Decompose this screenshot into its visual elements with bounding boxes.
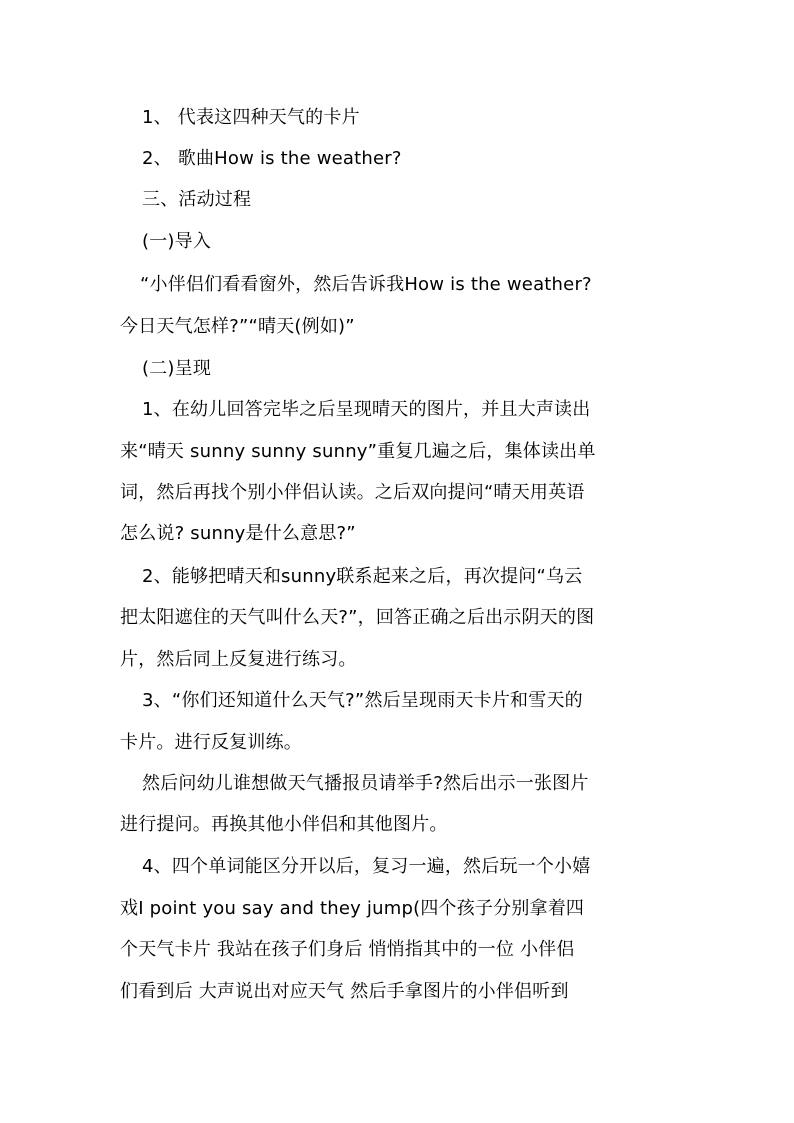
paragraph-line: 个天气卡片 我站在孩子们身后 悄悄指其中的一位 小伴侣 [120, 939, 575, 960]
paragraph-line: 3、“你们还知道什么天气?”然后呈现雨天卡片和雪天的 [142, 690, 583, 711]
paragraph-line: 1、在幼儿回答完毕之后呈现晴天的图片，并且大声读出 [142, 399, 591, 420]
paragraph-line: 片，然后同上反复进行练习。 [120, 649, 357, 670]
paragraph-line: 们看到后 大声说出对应天气 然后手拿图片的小伴侣听到 [120, 981, 569, 1002]
subsection-heading-presentation: (二)呈现 [142, 358, 212, 379]
paragraph-line: “小伴侣们看看窗外，然后告诉我How is the weather? [140, 274, 592, 295]
paragraph-line: 2、能够把晴天和sunny联系起来之后，再次提问“乌云 [142, 566, 583, 587]
materials-item-2: 2、 歌曲How is the weather? [142, 148, 402, 169]
paragraph-line: 怎么说? sunny是什么意思?” [120, 523, 356, 544]
subsection-heading-introduction: (一)导入 [142, 231, 212, 252]
paragraph-line: 词，然后再找个别小伴侣认读。之后双向提问“晴天用英语 [120, 482, 585, 503]
paragraph-line: 戏I point you say and they jump(四个孩子分别拿着四 [120, 898, 585, 919]
paragraph-line: 今日天气怎样?”“晴天(例如)” [120, 316, 355, 337]
section-heading-activity-process: 三、活动过程 [142, 189, 252, 210]
paragraph-line: 进行提问。再换其他小伴侣和其他图片。 [120, 814, 448, 835]
paragraph-line: 卡片。进行反复训练。 [120, 732, 302, 753]
paragraph-line: 把太阳遮住的天气叫什么天?”，回答正确之后出示阴天的图 [120, 607, 595, 628]
paragraph-line: 4、四个单词能区分开以后，复习一遍，然后玩一个小嬉 [142, 856, 591, 877]
materials-item-1: 1、 代表这四种天气的卡片 [142, 107, 360, 128]
paragraph-line: 然后问幼儿谁想做天气播报员请举手?然后出示一张图片 [142, 773, 589, 794]
paragraph-line: 来“晴天 sunny sunny sunny”重复几遍之后，集体读出单 [120, 441, 596, 462]
